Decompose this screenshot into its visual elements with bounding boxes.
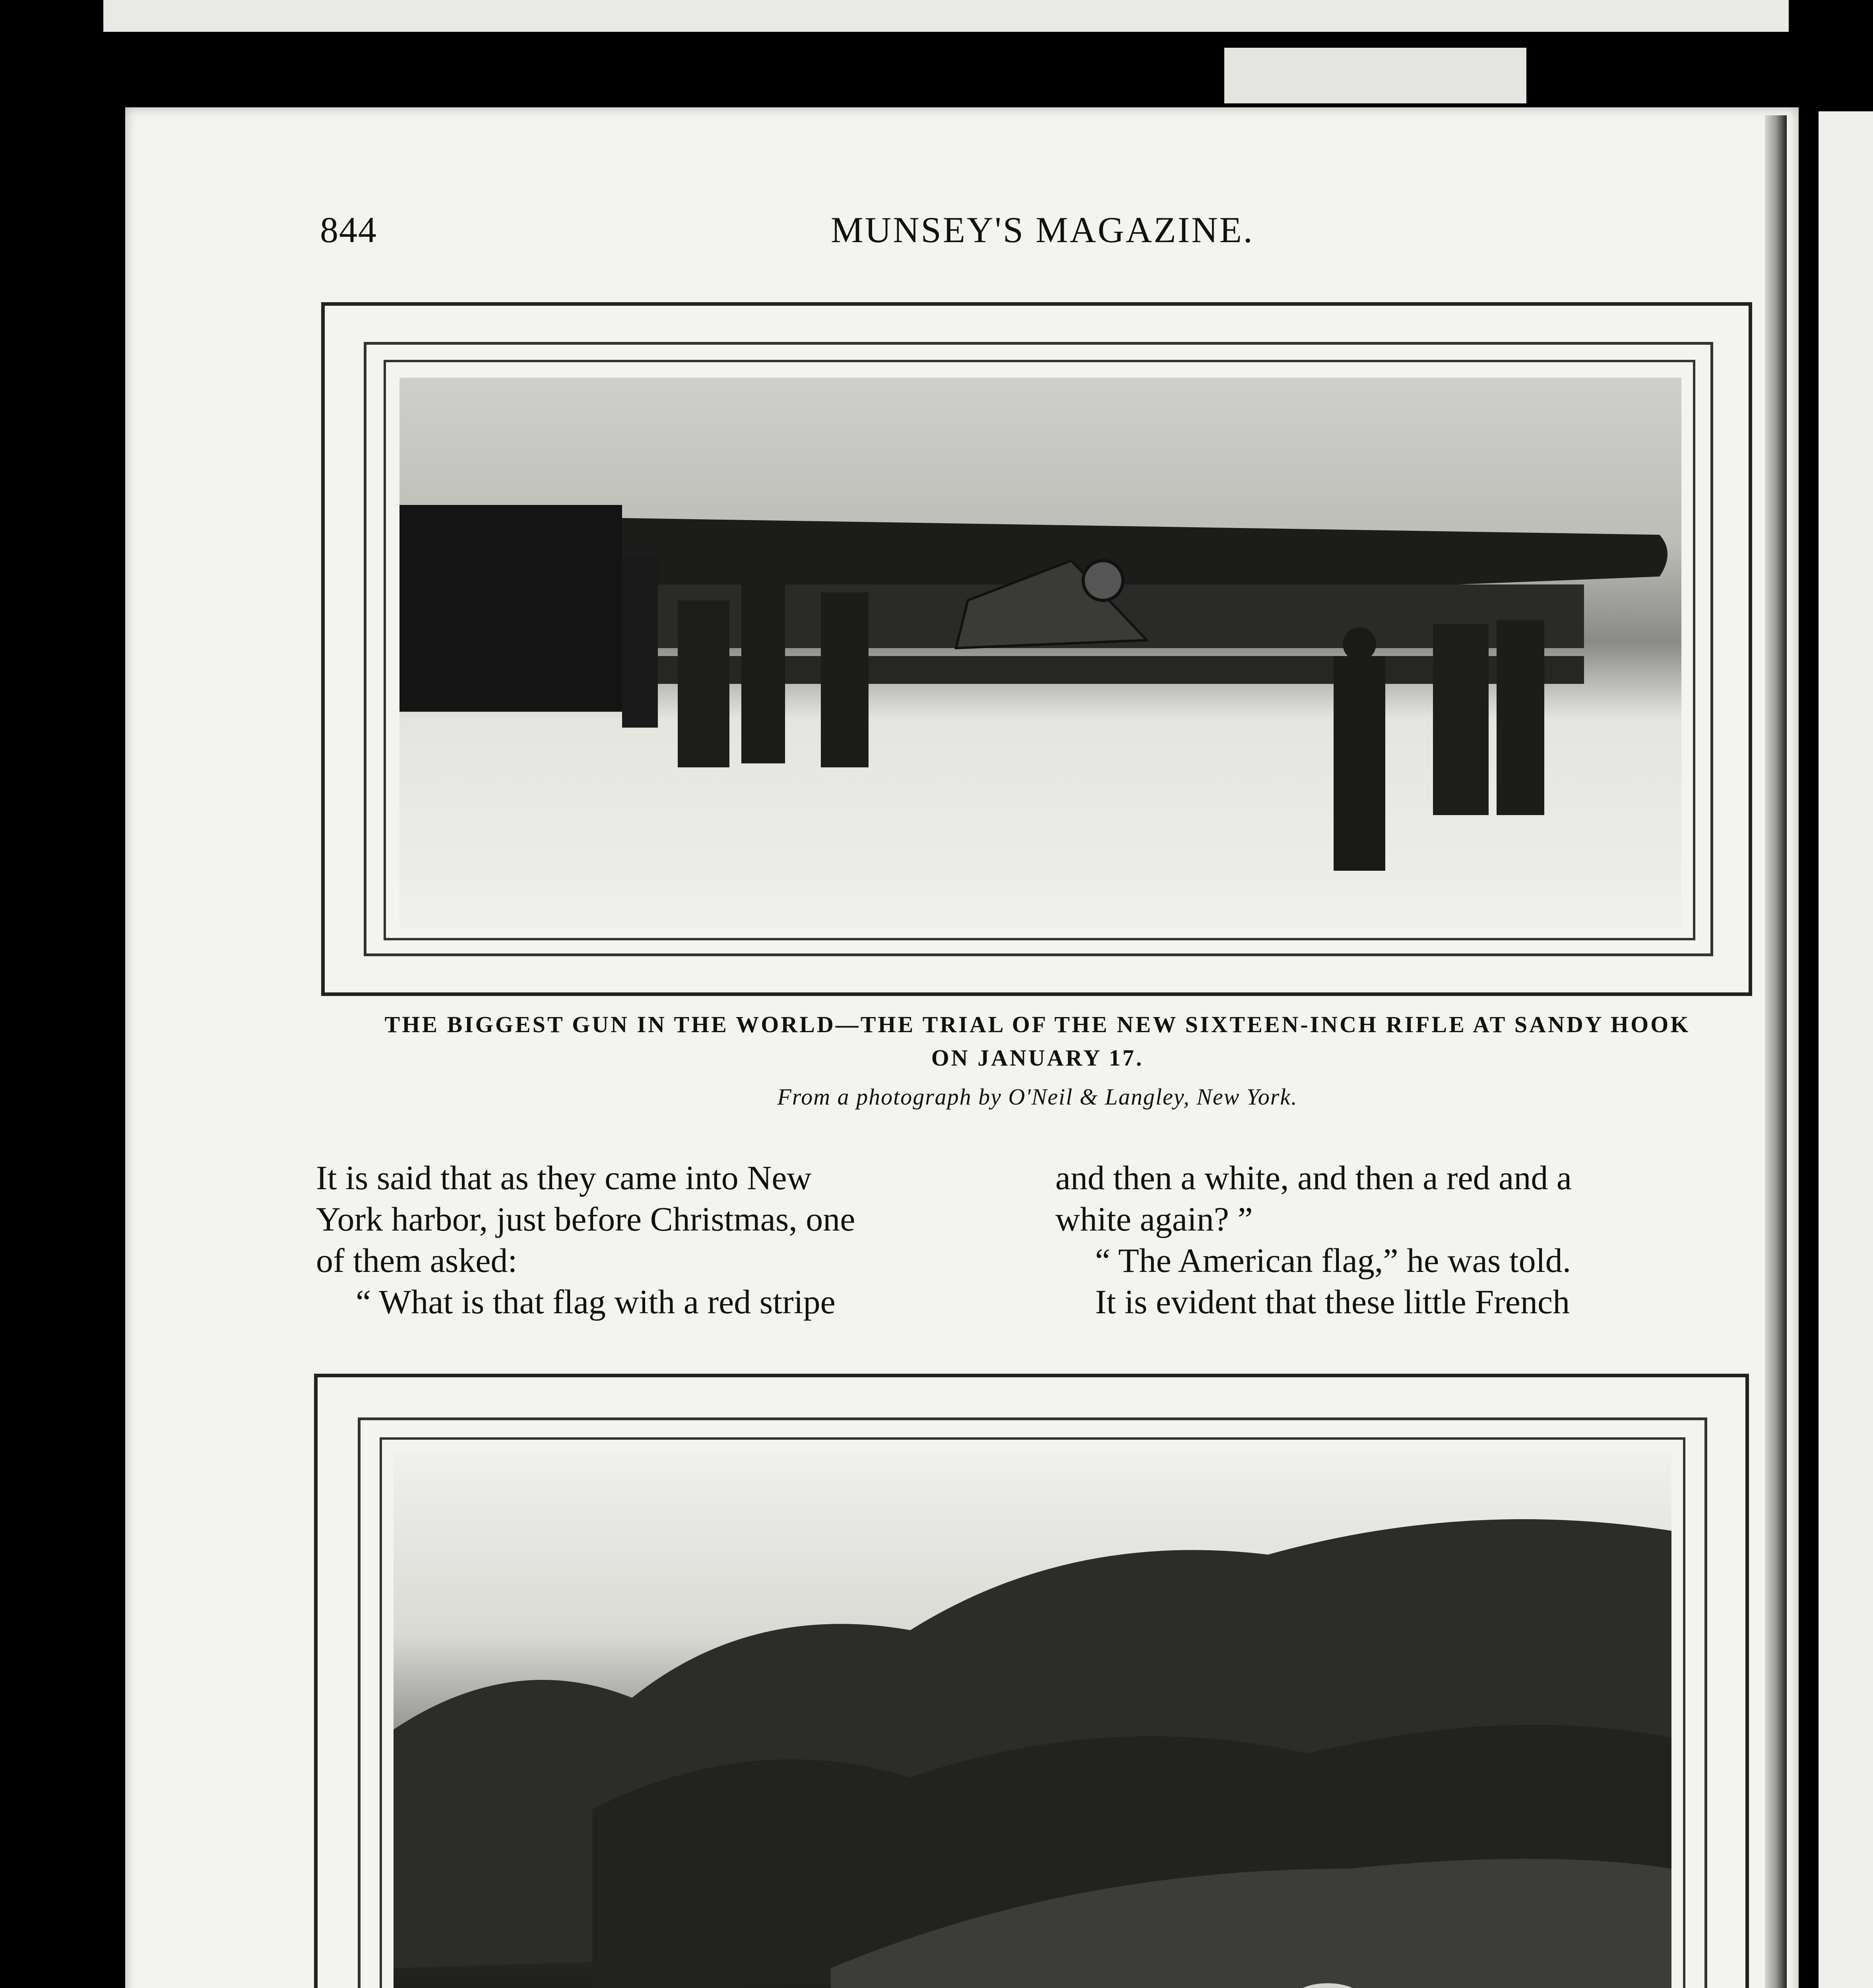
cable-photo-illustration	[394, 1451, 1671, 1988]
body-column-right	[1055, 1157, 1763, 1322]
body-line: “ The American flag,” he was told.	[1095, 1241, 1571, 1279]
body-line: York harbor, just before Christmas, one	[316, 1200, 855, 1238]
figure1-caption-line2: ON JANUARY 17.	[931, 1045, 1144, 1071]
figure1-credit: From a photograph by O'Neil & Langley, New York.	[777, 1084, 1298, 1110]
body-line: It is said that as they came into New	[316, 1159, 812, 1197]
body-line: “ What is that flag with a red stripe	[356, 1283, 836, 1321]
gun-photo-illustration	[399, 378, 1681, 928]
page-edge-shadow	[1765, 115, 1787, 1988]
figure1-caption	[326, 1008, 1749, 1075]
figure1-caption-line1: THE BIGGEST GUN IN THE WORLD—THE TRIAL OF THE NEW SIXTEEN-INCH RIFLE AT SANDY HOOK	[384, 1011, 1691, 1037]
body-column-left	[316, 1157, 1024, 1322]
running-title: MUNSEY'S MAGAZINE.	[831, 210, 1254, 250]
body-line: and then a white, and then a red and a	[1055, 1159, 1572, 1197]
figure2-photo	[394, 1451, 1671, 1988]
figure1-photo	[399, 378, 1681, 928]
body-line: of them asked:	[316, 1241, 518, 1279]
body-line: white again? ”	[1055, 1200, 1253, 1238]
scan-top-strip	[103, 0, 1789, 32]
scan-page-tab	[1224, 48, 1526, 103]
body-line: It is evident that these little French	[1095, 1283, 1570, 1321]
scan-right-edge	[1819, 111, 1873, 1988]
page-number: 844	[320, 210, 377, 250]
